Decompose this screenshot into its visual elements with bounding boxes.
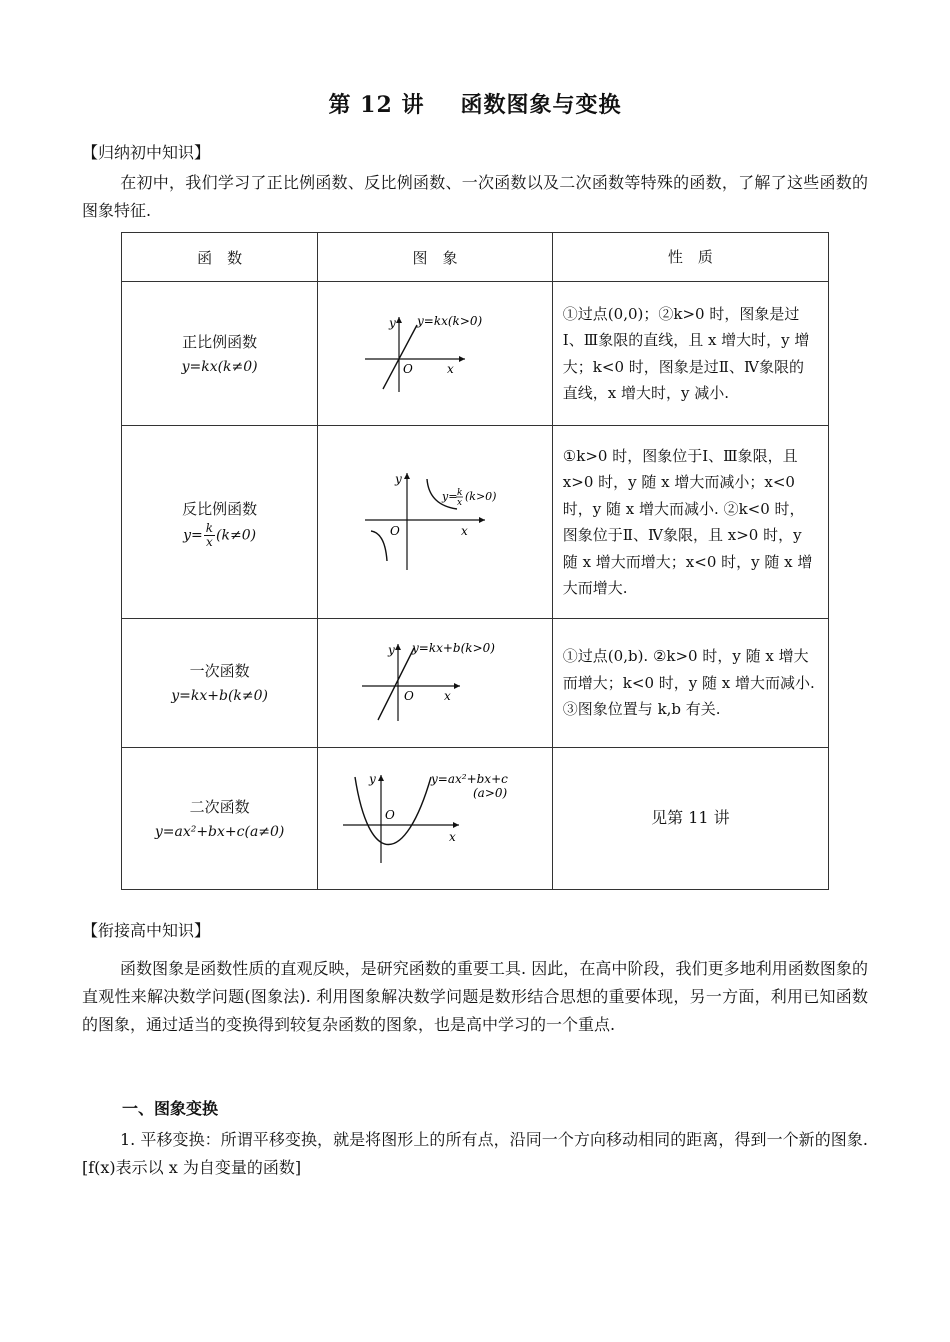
header-function: 函 数 [122, 233, 318, 282]
function-table [121, 232, 829, 890]
intro-paragraph: 在初中，我们学习了正比例函数、反比例函数、一次函数以及二次函数等特殊的函数，了解了这些函数的图象特征. [82, 173, 868, 220]
graph-label-prefix: y= [442, 490, 458, 503]
graph-cell [318, 426, 553, 619]
y-axis-label: y [388, 643, 395, 657]
function-cell [122, 426, 318, 619]
graph-label-den: x [457, 498, 463, 508]
y-axis-label: y [389, 315, 396, 330]
origin-label: O [385, 807, 395, 822]
lecture-topic: 函数图象与变换 [460, 92, 622, 118]
function-name: 二次函数 [189, 797, 250, 816]
table-row [122, 619, 829, 748]
senior-paragraph: 函数图象是函数性质的直观反映，是研究函数的重要工具. 因此，在高中阶段，我们更多地利用函数图象的直观性来解决数学问题(图象法). 利用图象解决数学问题是数形结合思想的重要体现，另一方面，利用已知函数的图象，通过适当的变换得到较复杂函数的图象，也是高中学习的一个重点. [82, 959, 868, 1034]
section-heading-junior: 【归纳初中知识】 [82, 143, 211, 162]
graph-label-condition: (a>0) [473, 785, 508, 800]
graph-label: y=kx+b(k>0) [412, 641, 495, 655]
property-cell: ①过点(0,b). ②k>0 时，y 随 x 增大而增大；k<0 时，y 随 x 增大而减小. ③图象位置与 k,b 有关. [552, 619, 828, 748]
function-expression: y= $\frac{k}{x}$ (k≠0) [183, 520, 257, 549]
table-row [122, 282, 829, 426]
subsection-heading: 一、图象变换 [122, 1099, 219, 1118]
graph-cell [318, 748, 553, 890]
x-axis-label: x [447, 361, 454, 376]
property-cell: 见第 11 讲 [552, 748, 828, 890]
property-cell: ①过点(0,0)；②k>0 时，图象是过 Ⅰ、Ⅲ象限的直线，且 x 增大时，y 增大；k<0 时，图象是过Ⅱ、Ⅳ象限的直线，x 增大时，y 减小. [552, 282, 828, 426]
function-cell [122, 748, 318, 890]
page-title [0, 88, 950, 119]
translation-paragraph: 1. 平移变换：所谓平移变换，就是将图形上的所有点，沿同一个方向移动相同的距离，得到一个新的图象. [f(x)表示以 x 为自变量的函数] [82, 1130, 868, 1177]
x-axis-label: x [461, 524, 468, 538]
graph-cell [318, 282, 553, 426]
table-header-row [122, 233, 829, 282]
graph-cell [318, 619, 553, 748]
inverse-graph [345, 465, 525, 575]
function-name: 反比例函数 [182, 499, 258, 518]
graph-label-suffix: (k>0) [465, 490, 497, 503]
graph-label: y=kx(k>0) [417, 313, 483, 328]
function-expression: y=kx+b(k≠0) [171, 688, 268, 704]
property-cell: ①k>0 时，图象位于Ⅰ、Ⅲ象限，且 x>0 时，y 随 x 增大而减小；x<0 时，y 随 x 增大而减小. ②k<0 时，图象位于Ⅱ、Ⅳ象限，且 x>0 时，y 随 x 增大而增大；x<0 时，y 随 x 增大而增大. [552, 426, 828, 619]
proportional-graph [355, 307, 515, 397]
graph-label-num: k [457, 488, 463, 498]
header-property: 性 质 [552, 233, 828, 282]
function-cell [122, 282, 318, 426]
y-axis-label: y [369, 771, 376, 786]
lecture-number: 第 12 讲 [328, 92, 425, 118]
table-row [122, 426, 829, 619]
x-axis-label: x [444, 689, 451, 703]
origin-label: O [404, 689, 414, 703]
function-name: 正比例函数 [182, 332, 258, 351]
linear-graph [350, 636, 520, 726]
x-axis-label: x [449, 829, 456, 844]
function-expression: y=kx(k≠0) [181, 358, 258, 375]
quadratic-graph [335, 767, 535, 867]
function-expression: y=ax²+bx+c(a≠0) [154, 823, 285, 840]
header-graph: 图 象 [318, 233, 553, 282]
function-name: 一次函数 [189, 662, 250, 680]
graph-label: y=ax²+bx+c [431, 771, 508, 786]
function-cell [122, 619, 318, 748]
origin-label: O [403, 361, 413, 376]
origin-label: O [390, 524, 400, 538]
section-heading-senior: 【衔接高中知识】 [82, 921, 211, 940]
y-axis-label: y [395, 472, 402, 486]
table-row [122, 748, 829, 890]
